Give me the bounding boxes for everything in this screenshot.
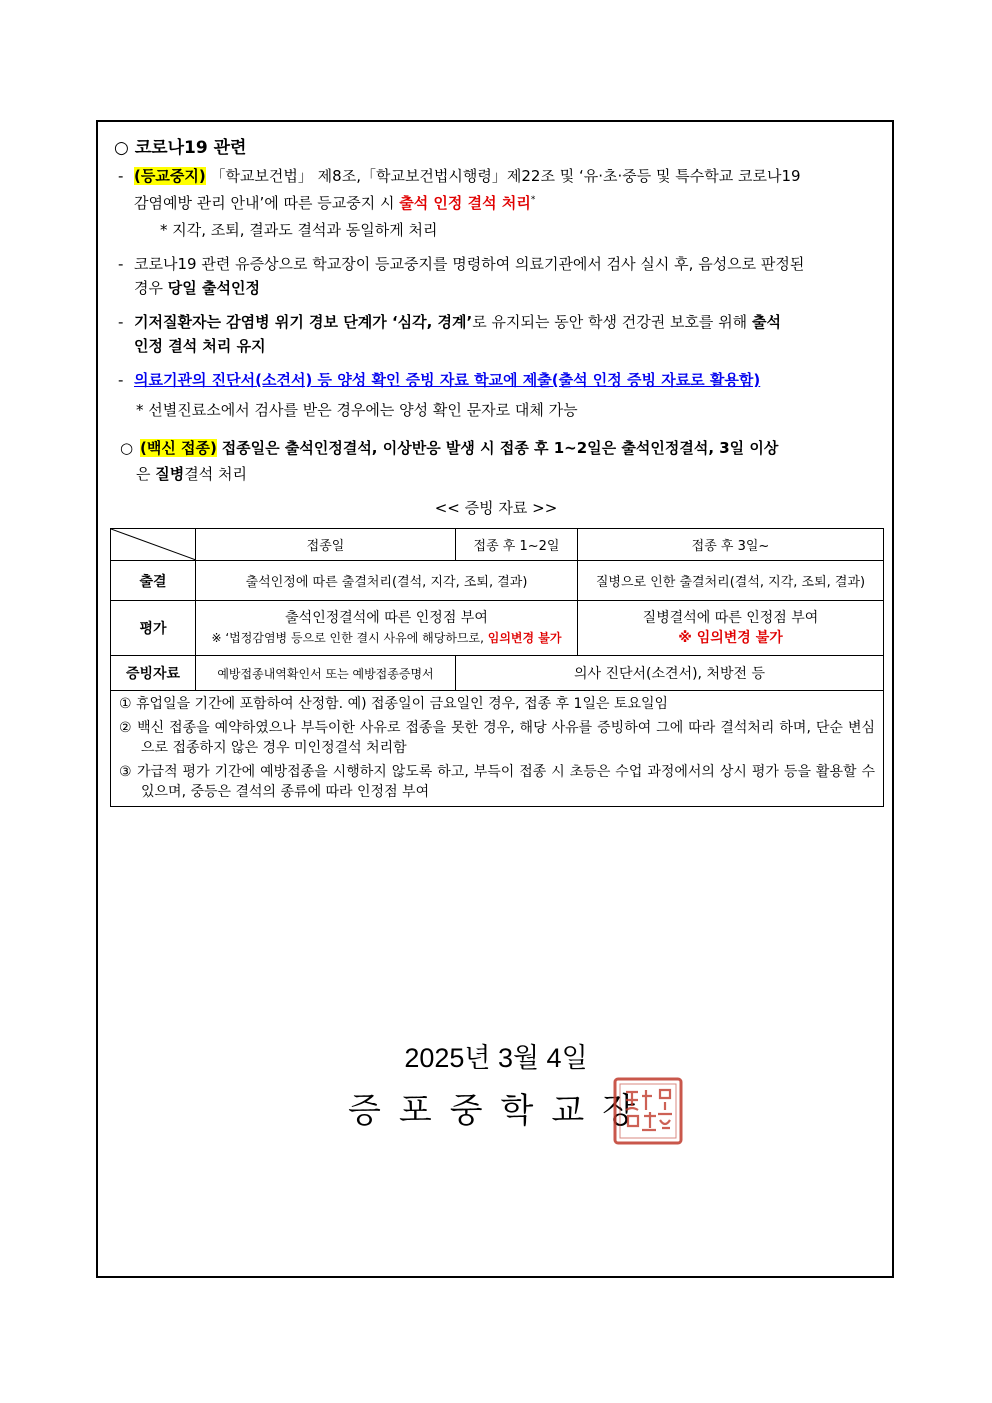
item1-bold-red: 출석 인정 결석 처리	[399, 194, 531, 212]
evaluation-col1-red: 임의변경 불가	[487, 631, 562, 645]
vaccine-line2-a: 은	[136, 465, 151, 483]
item2-line2-b: 당일 출석인정	[167, 279, 260, 297]
row-label-attendance: 출결	[111, 561, 196, 601]
document-date: 2025년 3월 4일	[404, 1043, 588, 1073]
item3-line1	[134, 310, 781, 334]
row-label-evaluation: 평가	[111, 601, 196, 656]
official-seal-icon	[612, 1076, 684, 1146]
evaluation-col2-red: ※ 임의변경 불가	[678, 630, 783, 646]
header-day-3-plus: 접종 후 3일~	[578, 529, 884, 561]
evaluation-col1-sub: ※ ‘법정감염병 등으로 인한 결시 사유에 해당하므로,	[211, 631, 484, 645]
item2-dash: -	[118, 255, 124, 273]
item3-line1-a: 기저질환자는 감염병 위기 경보 단계가 ‘심각, 경계’	[134, 313, 473, 331]
evidence-col2: 의사 진단서(소견서), 처방전 등	[456, 656, 884, 691]
vaccine-tag: (백신 접종)	[140, 439, 217, 457]
vaccine-line2	[136, 462, 247, 486]
item4-note: * 선별진료소에서 검사를 받은 경우에는 양성 확인 문자로 대체 가능	[136, 401, 578, 419]
table-row-evaluation	[111, 601, 884, 656]
item1-line2	[134, 188, 535, 215]
item4-dash: -	[118, 371, 124, 389]
note-1: ① 휴업일을 기간에 포함하여 산정함. 예) 접종일이 금요일인 경우, 접종 후 1일은 토요일임	[119, 696, 669, 712]
evidence-table	[110, 528, 884, 807]
vaccine-line2-c: 결석 처리	[184, 465, 247, 483]
vaccine-bullet: ○	[120, 439, 134, 457]
table-notes-cell	[111, 691, 884, 807]
table-caption: << 증빙 자료 >>	[434, 499, 558, 517]
item3-line1-b: 로 유지되는 동안 학생 건강권 보호를 위해	[472, 313, 748, 331]
evaluation-col2-main: 질병결석에 따른 인정점 부여	[642, 610, 819, 626]
item2-line2-a: 경우	[134, 279, 163, 297]
item1-sup: *	[530, 195, 536, 205]
note-2: ② 백신 접종을 예약하였으나 부득이한 사유로 접종을 못한 경우, 해당 사유를 증빙하여 그에 따라 결석처리 하며, 단순 변심으로 접종하지 않은 경우 미인정결석 처리함	[119, 720, 875, 756]
vaccine-line2-b: 질병	[155, 465, 185, 483]
vaccine-line1	[140, 436, 778, 460]
table-header-row	[111, 529, 884, 561]
note-3: ③ 가급적 평가 기간에 예방접종을 시행하지 않도록 하고, 부득이 접종 시 초등은 수업 과정에서의 상시 평가 등을 활용할 수 있으며, 중등은 결석의 종류에 따라 인정점 부여	[119, 764, 875, 800]
table-row-evidence	[111, 656, 884, 691]
item1-line1	[134, 164, 801, 188]
table-corner-cell	[111, 529, 196, 561]
table-notes-row	[111, 691, 884, 807]
item1-note: * 지각, 조퇴, 결과도 결석과 동일하게 처리	[160, 221, 438, 239]
attendance-col1: 출석인정에 따른 출결처리(결석, 지각, 조퇴, 결과)	[196, 561, 578, 601]
evaluation-col1	[196, 601, 578, 656]
diagonal-line-icon	[111, 529, 196, 560]
item3-line1-c: 출석	[751, 313, 781, 331]
item1-text-b: 감염예방 관리 안내’에 따른 등교중지 시	[134, 194, 395, 212]
item3-dash: -	[118, 313, 124, 331]
header-vaccination-day: 접종일	[196, 529, 456, 561]
item1-dash: -	[118, 167, 124, 185]
section-title: ○ 코로나19 관련	[114, 138, 247, 158]
evaluation-col1-main: 출석인정결석에 따른 인정점 부여	[285, 610, 488, 626]
vaccine-text: 접종일은 출석인정결석, 이상반응 발생 시 접종 후 1~2일은 출석인정결석, 3일 이상	[221, 439, 779, 457]
item1-tag: (등교중지)	[134, 167, 206, 185]
item3-line2: 인정 결석 처리 유지	[134, 337, 266, 355]
header-days-1-2: 접종 후 1~2일	[456, 529, 578, 561]
item1-text-a: 「학교보건법」 제8조,「학교보건법시행령」제22조 및 ‘유·초·중등 및 특수학교 코로나19	[210, 167, 801, 185]
evaluation-col1-sub-line	[198, 628, 575, 648]
item2-line1: 코로나19 관련 유증상으로 학교장이 등교중지를 명령하여 의료기관에서 검사 실시 후, 음성으로 판정된	[134, 255, 805, 273]
item4-link[interactable]: 의료기관의 진단서(소견서) 등 양성 확인 증빙 자료 학교에 제출(출석 인정 증빙 자료로 활용함)	[134, 371, 761, 389]
item2-line2	[134, 276, 260, 300]
evaluation-col2	[578, 601, 884, 656]
signer-name: 증포중학교장	[348, 1091, 654, 1131]
row-label-evidence: 증빙자료	[111, 656, 196, 691]
evidence-col1: 예방접종내역확인서 또는 예방접종증명서	[196, 656, 456, 691]
table-row-attendance	[111, 561, 884, 601]
attendance-col2: 질병으로 인한 출결처리(결석, 지각, 조퇴, 결과)	[578, 561, 884, 601]
